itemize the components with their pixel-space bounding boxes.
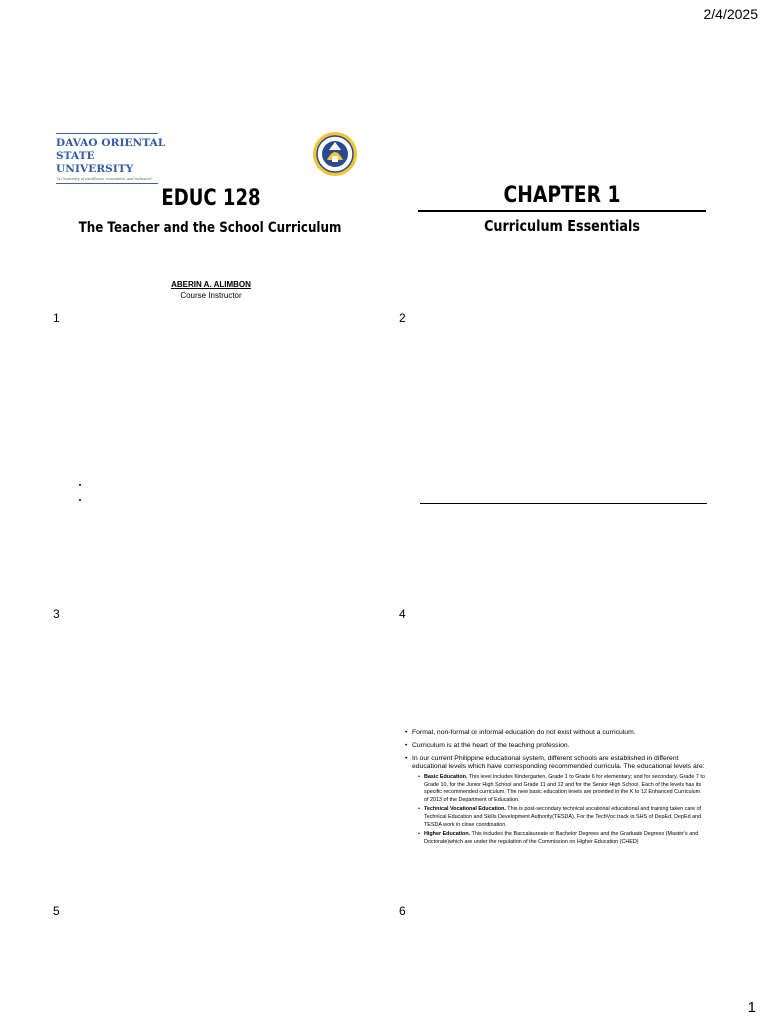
logo-top-rule — [56, 133, 158, 134]
slide-4-rule — [420, 503, 707, 504]
university-logo — [56, 133, 166, 184]
slide-number-4: 4 — [399, 607, 406, 621]
slide-number-5: 5 — [53, 904, 60, 918]
instructor-role: Course Instructor — [180, 291, 242, 300]
list-item: • Basic Education. This level includes Kindergarten, Grade 1 to Grade 6 for elementary; and for secondary, Grade 7 to Grade 10, for the Junior High School and Grade 11 and 12 and for the Senior High School. Each of the levels has its specific recommended curriculum. The new basic education levels are provided in the K to 12 Enhanced Curriculum of 2013 of the Department of Education. — [412, 774, 705, 804]
print-date: 2/4/2025 — [703, 6, 758, 22]
bullet-dot — [79, 499, 81, 501]
slide-number-2: 2 — [399, 311, 406, 325]
list-item: • In our current Philippine educational system, different schools are established in different educational levels which have corresponding recommended curricula. The educational levels are: • Basic Education. This level includes Kindergarten, Grade 1 to Grade 6 for elementary; and for secondary, Grade 7 to Grade 10, for the Junior High School and Grade 11 and 12 and for the Senior High School. Each of the levels has its specific recommended curriculum. The new basic education levels are provided in the K to 12 Enhanced Curriculum of 2013 of the Department of Education. • Technical Vocational Education. This is post-secondary technical vocational educational and training taken care of Technical Education and Skills Development Authority(TESDA). For the TechVoc track in SHS of DepEd, DepEd and TESDA work in close coordination. • Higher Education. This includes the Baccalaureate or Bachelor Degrees and the Graduate Degrees (Master's and Doctorate)which are under the regulation of the Commission on Higher Education (CHED) — [405, 755, 705, 846]
list-item: • Technical Vocational Education. This is post-secondary technical vocational educational and training taken care of Technical Education and Skills Development Authority(TESDA). For the TechVoc track in SHS of DepEd, DepEd and TESDA work in close coordination. — [412, 806, 705, 829]
course-code: EDUC 128 — [161, 186, 261, 211]
instructor-name: ABERIN A. ALIMBON — [171, 280, 251, 289]
bullet-dot — [79, 484, 81, 486]
logo-name-line1: DAVAO ORIENTAL — [56, 137, 166, 149]
slide-number-6: 6 — [399, 904, 406, 918]
education-levels-list — [412, 774, 705, 846]
slide-number-3: 3 — [53, 607, 60, 621]
university-seal-icon — [310, 130, 360, 178]
chapter-subtitle: Curriculum Essentials — [484, 217, 640, 235]
chapter-title: CHAPTER 1 — [503, 183, 621, 208]
course-title: The Teacher and the School Curriculum — [78, 220, 342, 236]
logo-tagline: "A University of excellence, innovation, and inclusion" — [56, 177, 153, 181]
list-item: • Curriculum is at the heart of the teaching profession. — [405, 742, 705, 750]
slide-number-1: 1 — [53, 311, 60, 325]
list-item: • Formal, non-formal or informal education do not exist without a curriculum. — [405, 729, 705, 737]
chapter-title-rule — [418, 210, 706, 212]
content-bullet-list — [405, 729, 705, 851]
page-number: 1 — [747, 999, 756, 1016]
logo-name-line2: STATE UNIVERSITY — [56, 150, 134, 175]
list-item: • Higher Education. This includes the Baccalaureate or Bachelor Degrees and the Graduate Degrees (Master's and Doctorate)which are under the regulation of the Commission on Higher Education (CHED) — [412, 831, 705, 846]
logo-bottom-rule — [56, 183, 158, 184]
